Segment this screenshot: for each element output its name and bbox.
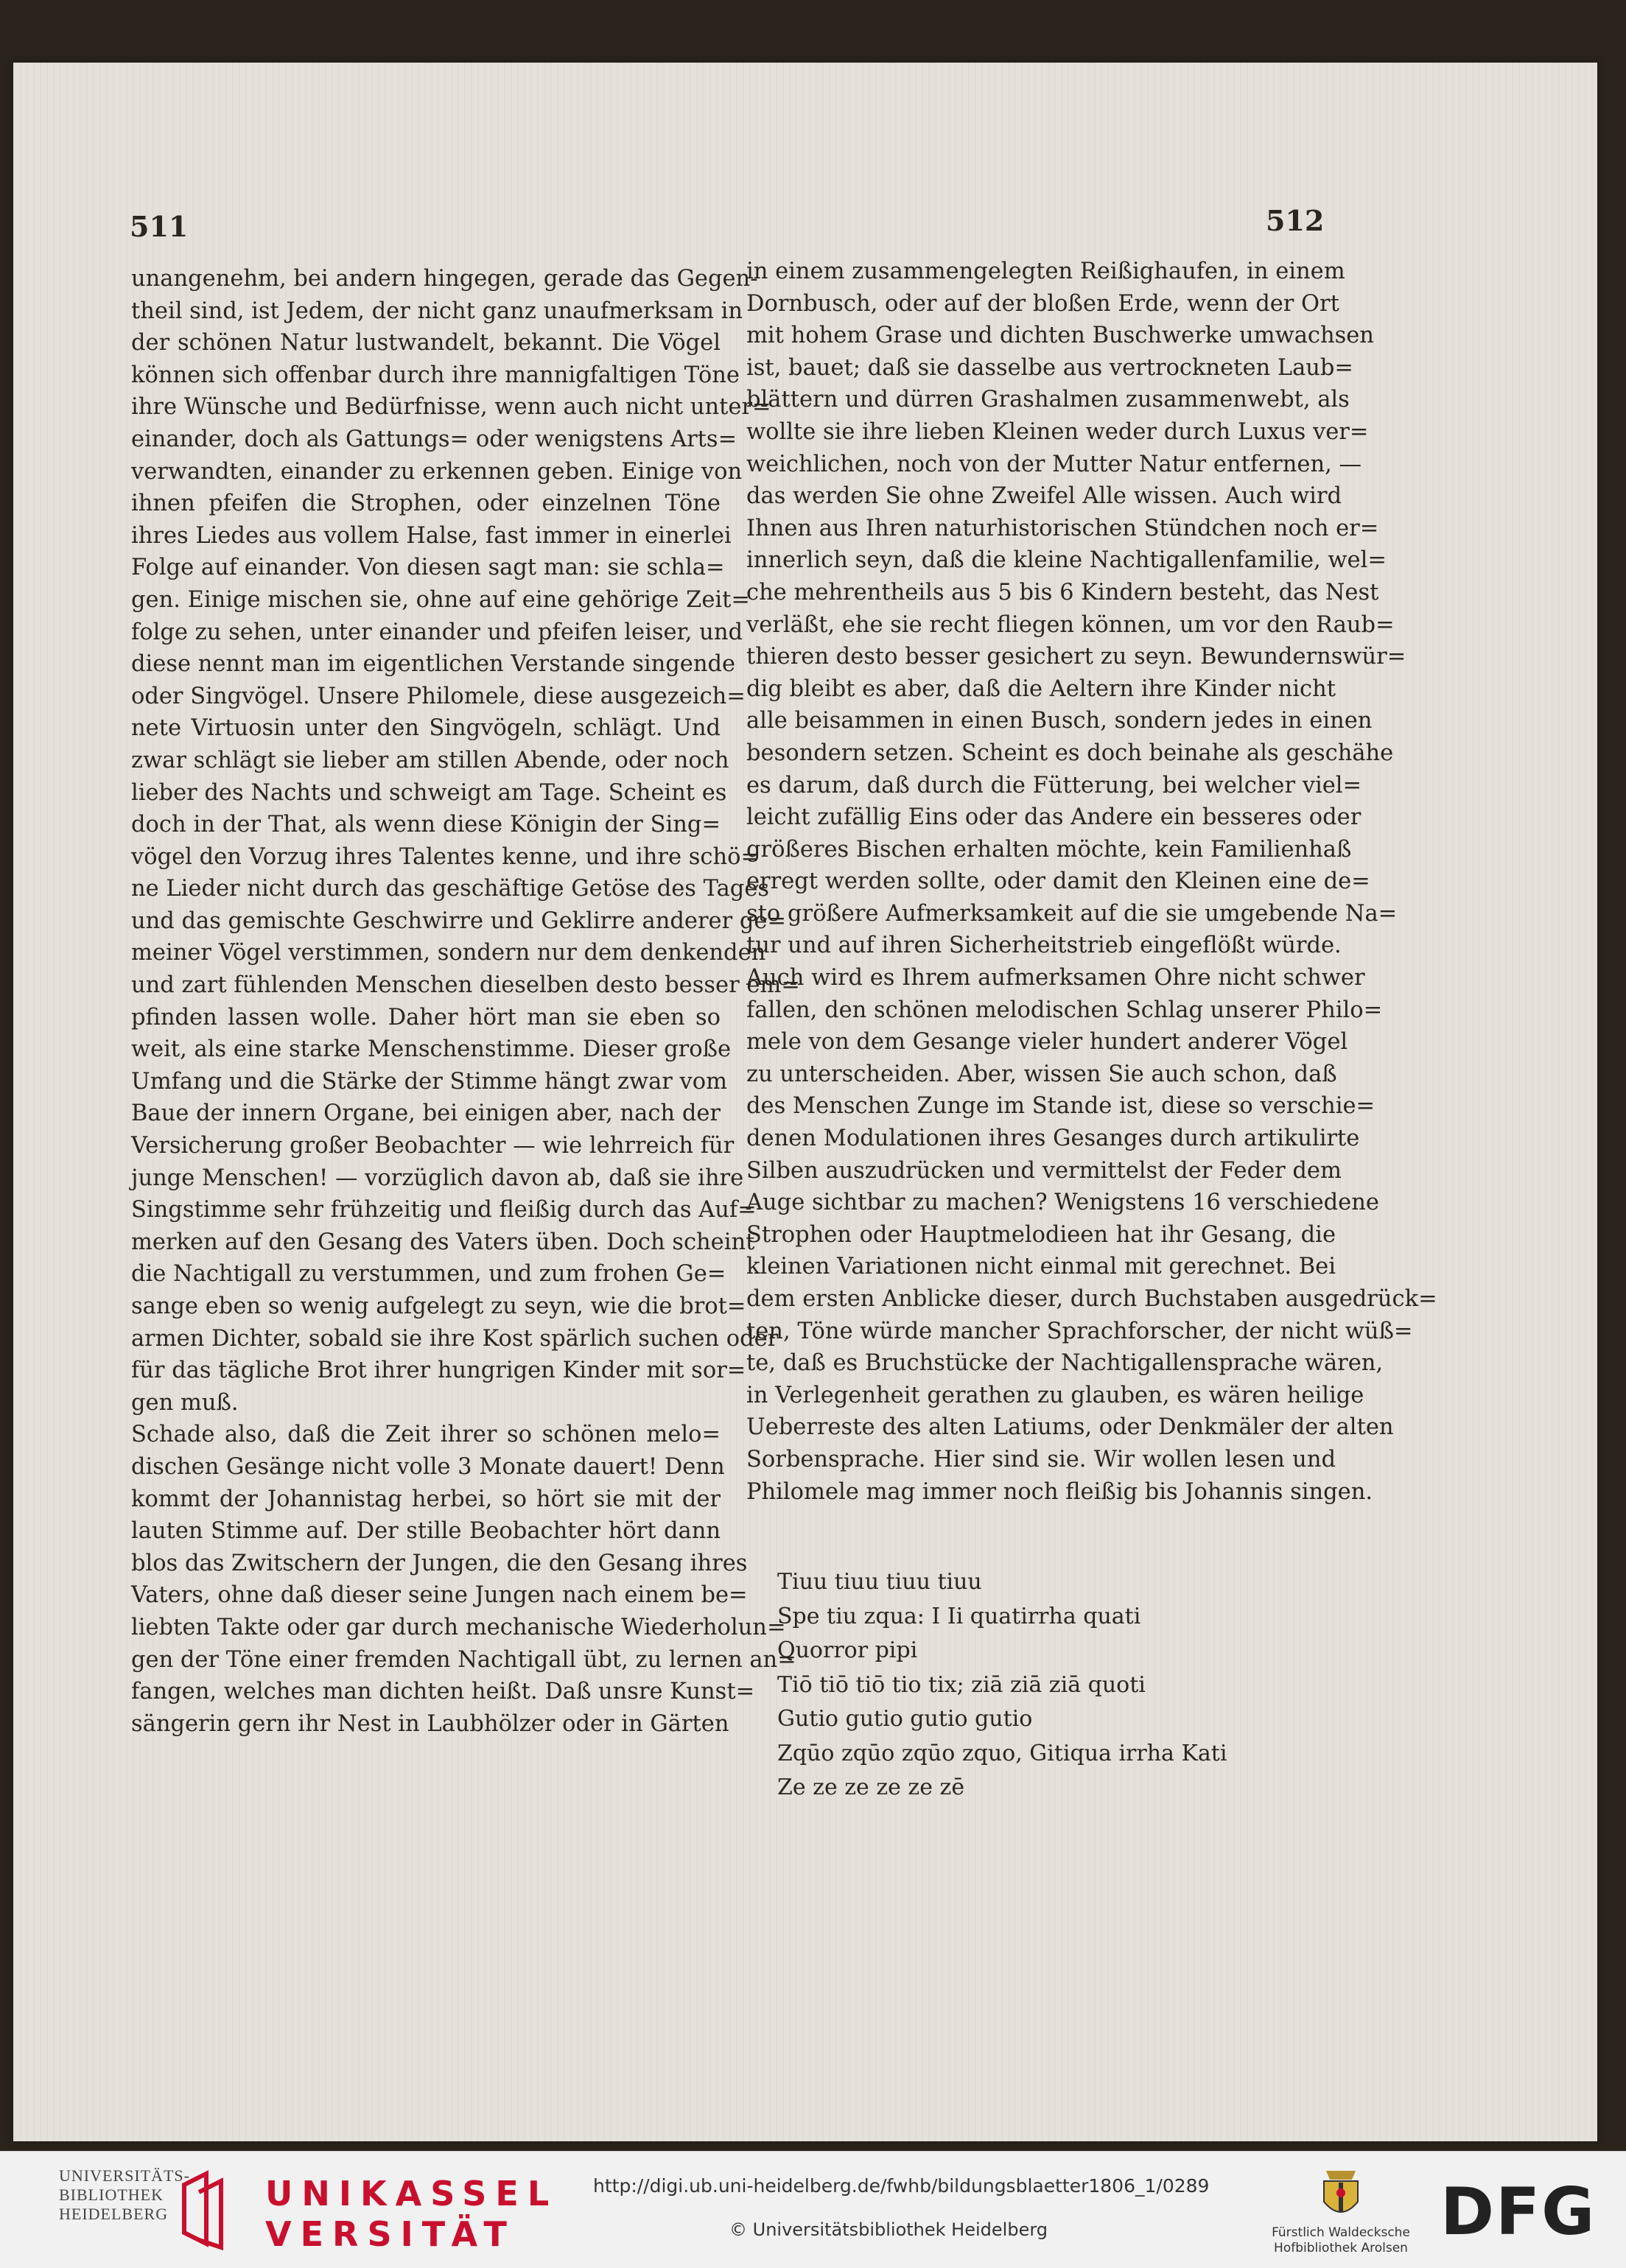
kassel-line-1: UNIKASSEL [265, 2174, 558, 2213]
ub-logo-line: BIBLIOTHEK [59, 2186, 164, 2204]
text-line: dem ersten Anblicke dieser, durch Buchstaben ausgedrück= [746, 1286, 1437, 1312]
left-column-text [131, 263, 800, 1740]
text-line: einander, doch als Gattungs= oder wenigstens Arts= [131, 426, 737, 452]
text-line: oder Singvögel. Unsere Philomele, diese ausgezeich= [131, 683, 746, 709]
text-line: Singstimme sehr frühzeitig und fleißig durch das Auf= [131, 1197, 757, 1223]
text-line: größeres Bischen erhalten möchte, kein Familienhaß [746, 836, 1352, 863]
text-line: zwar schlägt sie lieber am stillen Abende, oder noch [131, 747, 729, 773]
text-line: thieren desto besser gesichert zu seyn. Bewundernswür= [746, 644, 1406, 670]
verse-line: Tiuu tiuu tiuu tiuu [777, 1569, 982, 1595]
text-line: Sorbensprache. Hier sind sie. Wir wollen lesen und [746, 1446, 1336, 1472]
text-line: zu unterscheiden. Aber, wissen Sie auch schon, daß [746, 1061, 1337, 1087]
text-line: lauten Stimme auf. Der stille Beobachter hört dann [131, 1518, 721, 1545]
text-line: können sich offenbar durch ihre mannigfaltigen Töne [131, 362, 740, 388]
arolsen-line-2: Hofbibliothek Arolsen [1274, 2241, 1408, 2255]
text-line: fangen, welches man dichten heißt. Daß unsre Kunst= [131, 1679, 755, 1705]
text-line: Folge auf einander. Von diesen sagt man: sie schla= [131, 555, 725, 581]
text-line: verläßt, ehe sie recht fliegen können, um vor den Raub= [746, 611, 1395, 638]
text-line: die Nachtigall zu verstummen, und zum frohen Ge= [131, 1261, 726, 1288]
page-number-left: 511 [130, 210, 189, 243]
text-line: ten, Töne würde mancher Sprachforscher, der nicht wüß= [746, 1318, 1413, 1344]
text-line: pfinden lassen wolle. Daher hört man sie eben so [131, 1004, 721, 1031]
text-line: Dornbusch, oder auf der bloßen Erde, wenn der Ort [746, 290, 1339, 317]
text-line: diese nennt man im eigentlichen Verstande singende [131, 651, 736, 678]
text-line: Schade also, daß die Zeit ihrer so schönen melo= [131, 1422, 721, 1448]
text-line: ihres Liedes aus vollem Halse, fast immer in einerlei [131, 522, 732, 549]
text-line: blos das Zwitschern der Jungen, die den Gesang ihres [131, 1550, 748, 1576]
text-line: Ueberreste des alten Latiums, oder Denkmäler der alten [746, 1414, 1394, 1441]
verse-line: Ze ze ze ze ze zē [777, 1774, 965, 1800]
text-line: meiner Vögel verstimmen, sondern nur dem denkenden [131, 940, 766, 966]
text-line: nete Virtuosin unter den Singvögeln, schlägt. Und [131, 715, 721, 742]
text-line: te, daß es Bruchstücke der Nachtigallensprache wären, [746, 1350, 1384, 1377]
ub-logo-line: UNIVERSITÄTS- [59, 2166, 190, 2185]
book-page [13, 63, 1597, 2141]
right-column-text [746, 256, 1437, 1508]
text-line: sängerin gern ihr Nest in Laubhölzer oder in Gärten [131, 1710, 729, 1737]
nightingale-song-verse [777, 1565, 1293, 1805]
text-line: blättern und dürren Grashalmen zusammenwebt, als [746, 387, 1350, 413]
ub-logo-line: HEIDELBERG [59, 2205, 169, 2223]
text-line: das werden Sie ohne Zweifel Alle wissen. Auch wird [746, 483, 1342, 510]
waldeck-crest-icon [1308, 2165, 1374, 2224]
text-line: in einem zusammengelegten Reißighaufen, in einem [746, 259, 1345, 284]
uni-kassel-logo[interactable] [265, 2174, 558, 2255]
text-line: sto größere Aufmerksamkeit auf die sie umgebende Na= [746, 900, 1398, 927]
text-line: Vaters, ohne daß dieser seine Jungen nach einem be= [131, 1582, 748, 1609]
verse-line: Spe tiu zqua: I Ii quatirrha quati [777, 1603, 1141, 1629]
copyright-notice: © Universitätsbibliothek Heidelberg [729, 2219, 1048, 2240]
text-line: und das gemischte Geschwirre und Geklirre anderer ge= [131, 907, 786, 934]
text-line: junge Menschen! — vorzüglich davon ab, daß sie ihre [131, 1165, 744, 1191]
text-line: Strophen oder Hauptmelodieen hat ihr Gesang, die [746, 1221, 1336, 1248]
text-line: gen der Töne einer fremden Nachtigall übt, zu lernen an= [131, 1646, 796, 1673]
text-line: sange eben so wenig aufgelegt zu seyn, wie die brot= [131, 1293, 746, 1319]
text-line: tur und auf ihren Sicherheitstrieb eingeflößt würde. [746, 933, 1342, 959]
footer-bar [0, 2151, 1626, 2268]
text-line: Baue der innern Organe, bei einigen aber, nach der [131, 1100, 721, 1127]
text-line: erregt werden sollte, oder damit den Kleinen eine de= [746, 868, 1370, 895]
text-line: merken auf den Gesang des Vaters üben. Doch scheint [131, 1229, 755, 1255]
text-line: Versicherung großer Beobachter — wie lehrreich für [131, 1133, 735, 1159]
text-line: in Verlegenheit gerathen zu glauben, es wären heilige [746, 1382, 1364, 1408]
verse-line: Quorror pipi [777, 1637, 918, 1663]
text-line: der schönen Natur lustwandelt, bekannt. Die Vögel [131, 330, 721, 357]
text-line: dig bleibt es aber, daß die Aeltern ihre Kinder nicht [746, 675, 1336, 702]
text-line: und zart fühlenden Menschen dieselben desto besser em= [131, 972, 800, 999]
page-number-right: 512 [1266, 204, 1325, 237]
text-line: Auch wird es Ihrem aufmerksamen Ohre nicht schwer [746, 965, 1365, 991]
text-line: kommt der Johannistag herbei, so hört sie mit der [131, 1486, 721, 1512]
text-line: mele von dem Gesange vieler hundert anderer Vögel [746, 1029, 1348, 1056]
text-line: theil sind, ist Jedem, der nicht ganz unaufmerksam in [131, 298, 743, 324]
text-line: Auge sichtbar zu machen? Wenigstens 16 verschiedene [746, 1190, 1379, 1216]
text-line: wollte sie ihre lieben Kleinen weder durch Luxus ver= [746, 418, 1369, 445]
text-line: leicht zufällig Eins oder das Andere ein besseres oder [746, 804, 1362, 831]
text-line: Ihnen aus Ihren naturhistorischen Stündchen noch er= [746, 515, 1379, 541]
verse-line: Tiō tiō tiō tio tix; ziā ziā ziā quoti [777, 1671, 1146, 1698]
ub-heidelberg-logo[interactable] [59, 2166, 190, 2224]
text-line: che mehrentheils aus 5 bis 6 Kindern besteht, das Nest [746, 579, 1379, 605]
kassel-line-2: VERSITÄT [265, 2214, 516, 2254]
text-line: vögel den Vorzug ihres Talentes kenne, und ihre schö= [131, 843, 760, 870]
text-line: lieber des Nachts und schweigt am Tage. Scheint es [131, 779, 727, 806]
text-line: kleinen Variationen nicht einmal mit gerechnet. Bei [746, 1254, 1336, 1280]
source-url-link[interactable]: http://digi.ub.uni-heidelberg.de/fwhb/bildungsblaetter1806_1/0289 [593, 2175, 1210, 2197]
text-line: gen muß. [131, 1389, 239, 1416]
text-line: ne Lieder nicht durch das geschäftige Getöse des Tages [131, 876, 770, 902]
text-line: armen Dichter, sobald sie ihre Kost spärlich suchen oder [131, 1325, 779, 1352]
text-line: dischen Gesänge nicht volle 3 Monate dauert! Denn [131, 1453, 725, 1480]
text-line: Umfang und die Stärke der Stimme hängt zwar vom [131, 1068, 728, 1095]
verse-line: Gutio gutio gutio gutio [777, 1706, 1033, 1732]
text-line: innerlich seyn, daß die kleine Nachtigallenfamilie, wel= [746, 547, 1387, 574]
text-line: für das tägliche Brot ihrer hungrigen Kinder mit sor= [131, 1358, 746, 1384]
uni-kassel-mark-icon [177, 2170, 228, 2251]
text-line: doch in der That, als wenn diese Königin der Sing= [131, 812, 721, 838]
text-line: ist, bauet; daß sie dasselbe aus vertrockneten Laub= [746, 354, 1353, 381]
arolsen-library-logo[interactable] [1245, 2225, 1437, 2256]
text-line: es darum, daß durch die Fütterung, bei welcher viel= [746, 772, 1362, 798]
text-line: folge zu sehen, unter einander und pfeifen leiser, und [131, 619, 743, 645]
text-line: verwandten, einander zu erkennen geben. Einige von [131, 458, 743, 485]
text-line: weit, als eine starke Menschenstimme. Dieser große [131, 1036, 731, 1063]
text-line: fallen, den schönen melodischen Schlag unserer Philo= [746, 997, 1383, 1023]
text-line: besondern setzen. Scheint es doch beinahe als geschähe [746, 740, 1394, 766]
text-line: gen. Einige mischen sie, ohne auf eine gehörige Zeit= [131, 586, 750, 613]
dfg-logo[interactable]: DFG [1440, 2174, 1597, 2250]
text-line: Silben auszudrücken und vermittelst der Feder dem [746, 1157, 1342, 1184]
text-line: denen Modulationen ihres Gesanges durch artikulirte [746, 1126, 1360, 1152]
text-line: des Menschen Zunge im Stande ist, diese so verschie= [746, 1093, 1376, 1120]
verse-line: Zqūo zqūo zqūo zquo, Gitiqua irrha Kati [777, 1740, 1227, 1766]
text-line: alle beisammen in einen Busch, sondern jedes in einen [746, 708, 1373, 734]
text-line: mit hohem Grase und dichten Buschwerke umwachsen [746, 323, 1374, 349]
text-line: weichlichen, noch von der Mutter Natur entfernen, — [746, 451, 1362, 477]
text-line: unangenehm, bei andern hingegen, gerade das Gegen- [131, 266, 758, 292]
text-line: ihnen pfeifen die Strophen, oder einzelnen Töne [131, 491, 721, 517]
text-line: liebten Takte oder gar durch mechanische Wiederholun= [131, 1614, 786, 1640]
arolsen-line-1: Fürstlich Waldecksche [1272, 2225, 1410, 2240]
text-line: ihre Wünsche und Bedürfnisse, wenn auch nicht unter= [131, 394, 771, 421]
text-line: Philomele mag immer noch fleißig bis Johannis singen. [746, 1478, 1373, 1505]
